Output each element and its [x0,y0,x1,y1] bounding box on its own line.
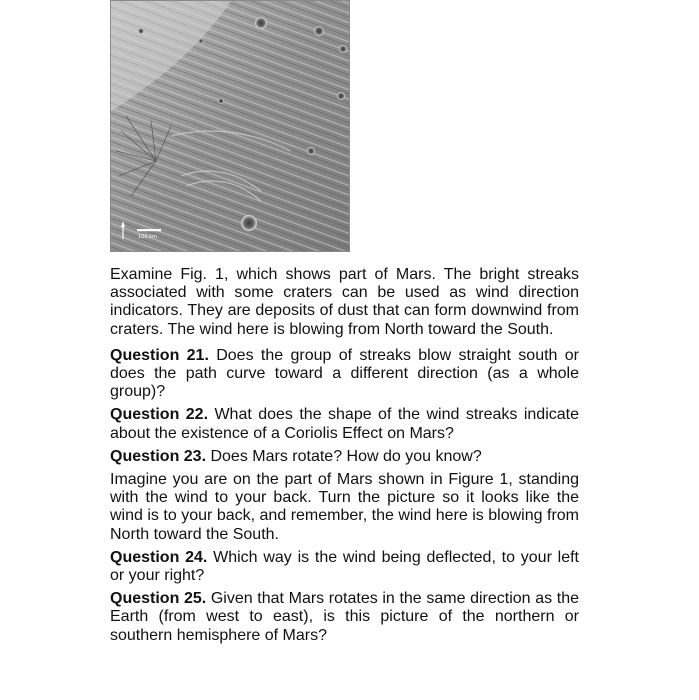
scale-label: 100 km [138,234,157,240]
question-21-text: Does the group of streaks blow straight south or does the path curve toward a different direction (as a whole group)? [110,346,579,401]
question-24-text: Which way is the wind being deflected, to your left or your right? [110,548,580,585]
question-25-text: Given that Mars rotates in the same direction as the Earth (from west to east), is this picture of the northern or southern hemisphere of Mars? [110,590,579,644]
question-22-text: What does the shape of the wind streaks indicate about the existence of a Coriolis Effect on Mars? [110,406,579,442]
question-23-text: Does Mars rotate? How do you know? [206,447,482,465]
question-text [110,266,579,650]
question-24 [110,549,579,585]
question-22-label: Question 22. [110,406,209,424]
question-24-label: Question 24. [110,548,208,566]
question-21-label: Question 21. [110,346,209,364]
mars-surface-image [111,1,350,252]
question-22 [110,406,579,442]
question-25 [110,590,579,645]
question-23 [110,448,579,466]
question-23-label: Question 23. [110,447,207,465]
question-21 [110,347,579,402]
mars-figure [110,0,350,252]
imagine-paragraph: Imagine you are on the part of Mars shown in Figure 1, standing with the wind to your back. Turn the picture so it looks like the wind is to your back, and remember, the wind here is blowing from North toward the South. [110,471,579,543]
intro-paragraph: Examine Fig. 1, which shows part of Mars. The bright streaks associated with some craters can be used as wind direction indicators. They are deposits of dust that can form downwind from craters. The wind here is blowing from North toward the South. [110,266,579,338]
question-25-label: Question 25. [110,590,207,608]
